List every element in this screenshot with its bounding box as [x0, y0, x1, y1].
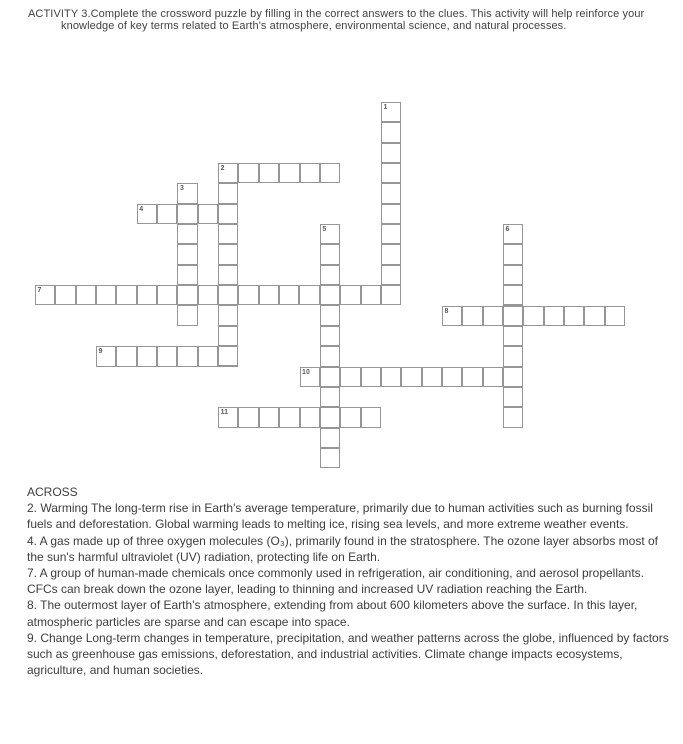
crossword-cell[interactable]: [157, 346, 177, 366]
crossword-run-4-across: [137, 204, 239, 224]
crossword-cell[interactable]: [177, 244, 197, 264]
cell-number: 7: [37, 287, 42, 295]
crossword-cell[interactable]: [503, 285, 523, 305]
crossword-cell[interactable]: [503, 306, 523, 326]
crossword-cell[interactable]: [116, 346, 136, 366]
crossword-cell[interactable]: [605, 306, 625, 326]
crossword-cell[interactable]: [218, 204, 238, 224]
crossword-cell[interactable]: [218, 183, 238, 203]
crossword-cell[interactable]: [462, 306, 482, 326]
crossword-run-9-across: [96, 346, 238, 366]
crossword-cell[interactable]: [279, 163, 299, 183]
crossword-cell[interactable]: [320, 265, 340, 285]
crossword-run-2-down: [218, 163, 238, 366]
cell-number: 5: [322, 226, 327, 234]
crossword-cell[interactable]: [177, 224, 197, 244]
crossword-cell[interactable]: [361, 285, 381, 305]
crossword-cell[interactable]: [381, 204, 401, 224]
crossword-cell[interactable]: [340, 407, 360, 427]
crossword-cell[interactable]: [259, 407, 279, 427]
crossword-cell[interactable]: [503, 367, 523, 387]
crossword-cell[interactable]: [442, 367, 462, 387]
crossword-cell[interactable]: [279, 407, 299, 427]
crossword-cell[interactable]: [320, 285, 340, 305]
crossword-cell[interactable]: [503, 244, 523, 264]
crossword-cell[interactable]: [320, 428, 340, 448]
activity-instructions: ACTIVITY 3.Complete the crossword puzzle by filling in the correct answers to the clues. This activity will help reinforce your knowledge of key terms related to Earth's atmosphere, environmental science, and natural processes.: [28, 8, 645, 32]
across-clue-7: 7. A group of human-made chemicals once commonly used in refrigeration, air conditioning, and aerosol propellants. CFCs can break down the ozone layer, leading to thinning and increased UV radiation reaching the Earth.: [27, 566, 645, 597]
crossword-cell[interactable]: [137, 346, 157, 366]
crossword-cell[interactable]: [381, 367, 401, 387]
crossword-cell[interactable]: [177, 346, 197, 366]
crossword-cell[interactable]: [340, 285, 360, 305]
across-clue-8: 8. The outermost layer of Earth's atmosphere, extending from about 600 kilometers above the surface. In this layer, atmospheric particles are sparse and can escape into space.: [27, 598, 638, 629]
crossword-cell[interactable]: [177, 265, 197, 285]
crossword-cell[interactable]: [503, 326, 523, 346]
crossword-cell[interactable]: [238, 407, 258, 427]
crossword-cell[interactable]: [381, 285, 401, 305]
crossword-cell[interactable]: [381, 163, 401, 183]
crossword-cell[interactable]: [381, 224, 401, 244]
crossword-run-7-across: [35, 285, 401, 305]
crossword-cell[interactable]: [320, 244, 340, 264]
crossword-run-10-across: [300, 367, 524, 387]
crossword-cell[interactable]: [218, 265, 238, 285]
crossword-cell[interactable]: [340, 367, 360, 387]
crossword-cell[interactable]: [259, 163, 279, 183]
crossword-cell[interactable]: [503, 387, 523, 407]
crossword-cell[interactable]: [198, 346, 218, 366]
cell-number: 2: [220, 165, 225, 173]
crossword-cell[interactable]: [361, 367, 381, 387]
crossword-cell[interactable]: [55, 285, 75, 305]
crossword-cell[interactable]: [116, 285, 136, 305]
crossword-cell[interactable]: [381, 143, 401, 163]
crossword-cell[interactable]: [198, 285, 218, 305]
crossword-cell[interactable]: [300, 407, 320, 427]
crossword-cell[interactable]: [544, 306, 564, 326]
crossword-cell[interactable]: [218, 224, 238, 244]
across-clue-list: [27, 500, 675, 678]
crossword-cell[interactable]: [137, 285, 157, 305]
across-clue-2: 2. Warming The long-term rise in Earth's average temperature, primarily due to human activities such as burning fossil fuels and deforestation. Global warming leads to melting ice, rising sea levels, and more extreme weather events.: [27, 501, 653, 532]
crossword-cell[interactable]: [279, 285, 299, 305]
crossword-cell[interactable]: [177, 204, 197, 224]
crossword-run-1-down: [381, 102, 401, 305]
crossword-cell[interactable]: [523, 306, 543, 326]
cell-number: 6: [505, 226, 510, 234]
crossword-cell[interactable]: [503, 265, 523, 285]
crossword-cell[interactable]: [218, 285, 238, 305]
crossword-cell[interactable]: [157, 285, 177, 305]
crossword-cell[interactable]: [198, 204, 218, 224]
across-heading: ACROSS: [27, 485, 78, 499]
cell-number: 8: [444, 307, 449, 315]
across-clue-4: 4. A gas made up of three oxygen molecules (O₃), primarily found in the stratosphere. The ozone layer absorbs most of the sun's harmful ultraviolet (UV) radiation, protecting life on Earth.: [27, 533, 658, 564]
crossword-cell[interactable]: [320, 448, 340, 468]
crossword-cell[interactable]: [422, 367, 442, 387]
cell-number: 3: [179, 185, 184, 193]
crossword-cell[interactable]: [218, 326, 238, 346]
crossword-cell[interactable]: [462, 367, 482, 387]
crossword-run-5-down: [320, 224, 340, 468]
crossword-cell[interactable]: [300, 163, 320, 183]
crossword-cell[interactable]: [320, 346, 340, 366]
crossword-cell[interactable]: [218, 244, 238, 264]
across-clues-section: [27, 484, 675, 678]
crossword-cell[interactable]: [320, 305, 340, 325]
crossword-cell[interactable]: [320, 387, 340, 407]
crossword-cell[interactable]: [320, 407, 340, 427]
crossword-cell[interactable]: [218, 346, 238, 366]
crossword-cell[interactable]: [177, 305, 197, 325]
crossword-cell[interactable]: [381, 122, 401, 142]
crossword-cell[interactable]: [157, 204, 177, 224]
crossword-run-8-across: [442, 306, 625, 326]
crossword-run-11-across: [218, 407, 381, 427]
crossword-cell[interactable]: [584, 306, 604, 326]
crossword-cell[interactable]: [483, 306, 503, 326]
crossword-cell[interactable]: [218, 305, 238, 325]
crossword-cell[interactable]: [320, 367, 340, 387]
crossword-cell[interactable]: [299, 285, 319, 305]
crossword-cell[interactable]: [381, 265, 401, 285]
cell-number: 11: [220, 409, 229, 417]
cell-number: 10: [302, 368, 310, 376]
crossword-cell[interactable]: [238, 163, 258, 183]
crossword-cell[interactable]: [564, 306, 584, 326]
crossword-cell[interactable]: [238, 285, 258, 305]
crossword-grid: [35, 102, 647, 470]
crossword-cell[interactable]: [381, 183, 401, 203]
crossword-cell[interactable]: [361, 407, 381, 427]
cell-number: 1: [383, 104, 388, 111]
crossword-cell[interactable]: [76, 285, 96, 305]
crossword-cell[interactable]: [381, 244, 401, 264]
crossword-cell[interactable]: [96, 285, 116, 305]
crossword-cell[interactable]: [503, 407, 523, 427]
crossword-cell[interactable]: [320, 163, 340, 183]
crossword-cell[interactable]: [177, 285, 197, 305]
crossword-cell[interactable]: [320, 326, 340, 346]
crossword-cell[interactable]: [401, 367, 421, 387]
crossword-cell[interactable]: [483, 367, 503, 387]
crossword-cell[interactable]: [259, 285, 279, 305]
cell-number: 4: [139, 205, 144, 213]
cell-number: 9: [98, 348, 103, 356]
crossword-cell[interactable]: [503, 346, 523, 366]
across-clue-9: 9. Change Long-term changes in temperature, precipitation, and weather patterns across the globe, influenced by factors such as greenhouse gas emissions, deforestation, and industrial activities. Climate change impacts ecosystems, agriculture, and human societies.: [27, 630, 669, 678]
